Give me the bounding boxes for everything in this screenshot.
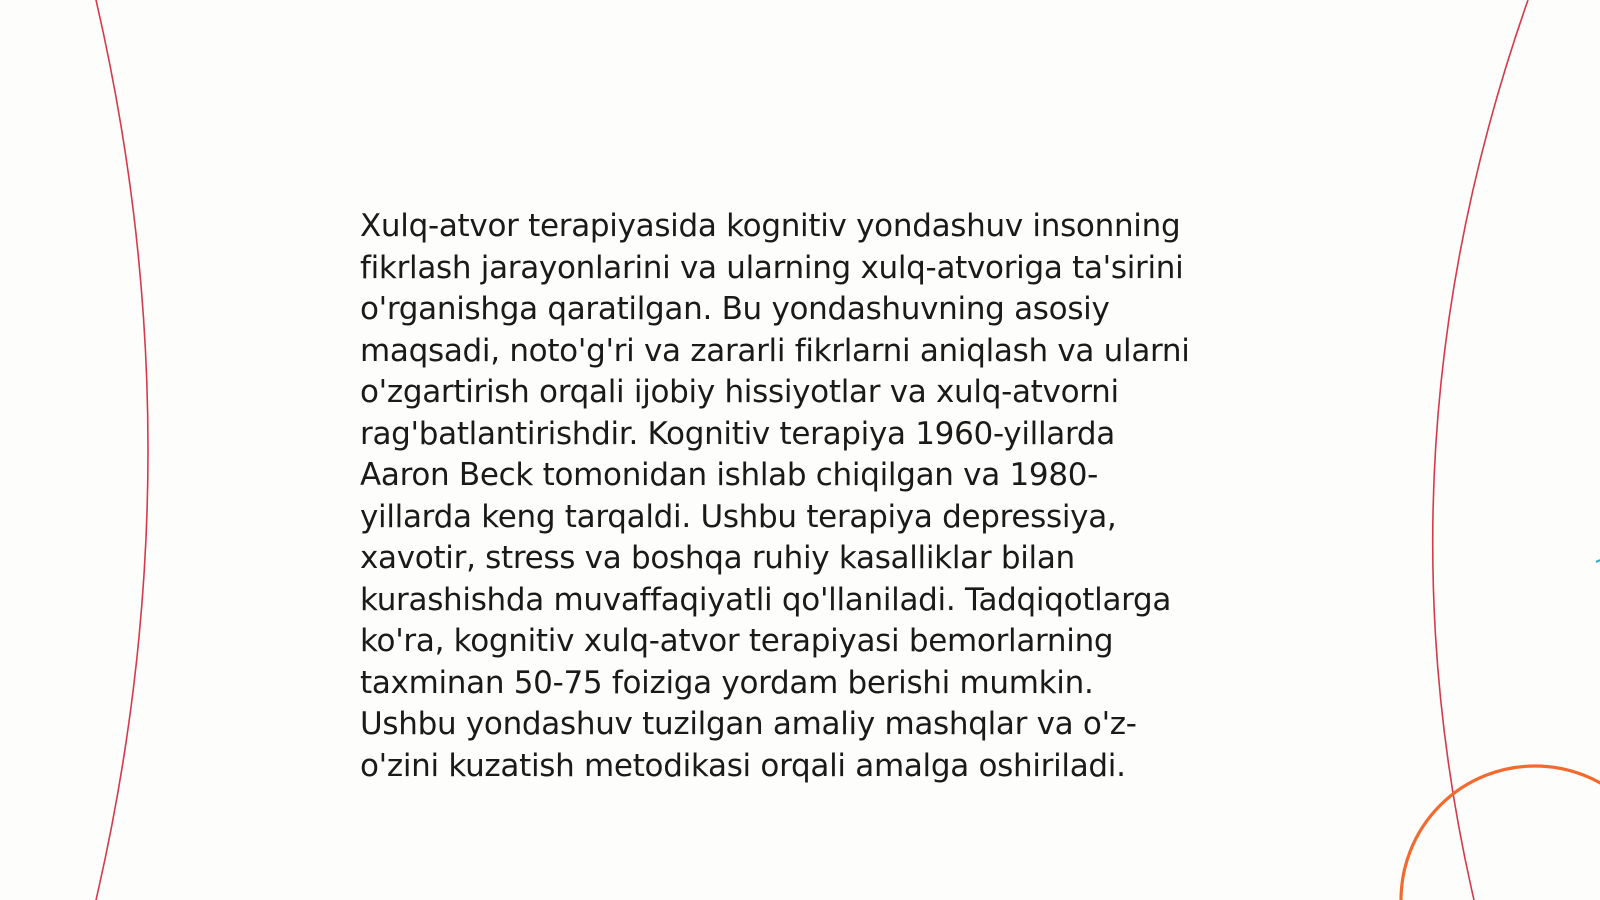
orange-circle-arc xyxy=(1401,766,1600,900)
paragraph-line: o'zgartirish orqali ijobiy hissiyotlar va xulq-atvorni xyxy=(360,374,1119,410)
paragraph-line: o'rganishga qaratilgan. Bu yondashuvning asosiy xyxy=(360,291,1110,327)
paragraph-line: kurashishda muvaffaqiyatli qo'llaniladi. Tadqiqotlarga xyxy=(360,581,1172,618)
right-curve-line xyxy=(1433,0,1528,900)
paragraph-line: Aaron Beck tomonidan ishlab chiqilgan va 1980- xyxy=(360,457,1099,493)
paragraph-line: rag'batlantirishdir. Kognitiv terapiya 1960-yillarda xyxy=(360,415,1115,452)
paragraph-line: fikrlash jarayonlarini va ularning xulq-atvoriga ta'sirini xyxy=(360,249,1184,286)
teal-accent-mark xyxy=(1596,560,1600,562)
paragraph-line: Xulq-atvor terapiyasida kognitiv yondashuv insonning xyxy=(360,208,1181,244)
paragraph-line: maqsadi, noto'g'ri va zararli fikrlarni aniqlash va ularni xyxy=(360,332,1190,369)
paragraph-line: ko'ra, kognitiv xulq-atvor terapiyasi bemorlarning xyxy=(360,623,1114,659)
body-paragraph xyxy=(360,206,1260,787)
paragraph-line: taxminan 50-75 foiziga yordam berishi mumkin. xyxy=(360,664,1094,701)
paragraph-line: yillarda keng tarqaldi. Ushbu terapiya depressiya, xyxy=(360,498,1117,535)
paragraph-line: xavotir, stress va boshqa ruhiy kasalliklar bilan xyxy=(360,540,1075,576)
left-curve-line xyxy=(96,0,148,900)
paragraph-line: Ushbu yondashuv tuzilgan amaliy mashqlar va o'z- xyxy=(360,706,1137,742)
paragraph-line: o'zini kuzatish metodikasi orqali amalga oshiriladi. xyxy=(360,747,1126,784)
